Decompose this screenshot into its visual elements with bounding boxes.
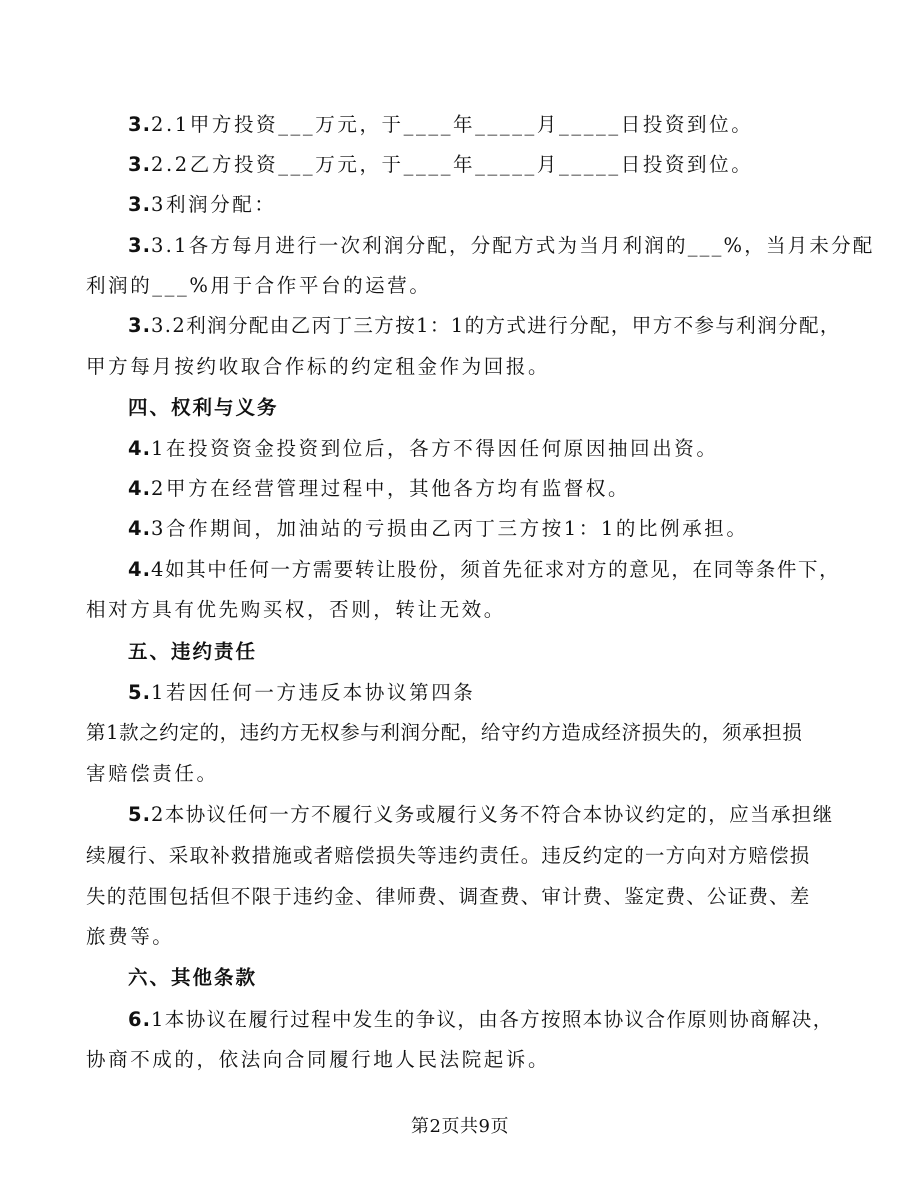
paragraph-5-2-cont3: 旅费等。 (86, 925, 175, 948)
section-heading-5: 五、违约责任 (128, 640, 258, 663)
paragraph-3-2-1: 3.2.1甲方投资___万元，于____年_____月_____日投资到位。 (128, 113, 754, 136)
paragraph-3-3-2: 3.3.2利润分配由乙丙丁三方按1：1的方式进行分配，甲方不参与利润分配， (128, 314, 841, 337)
section-heading-6: 六、其他条款 (128, 966, 258, 989)
paragraph-3-2-2: 3.2.2乙方投资___万元，于____年_____月_____日投资到位。 (128, 153, 754, 176)
paragraph-5-2: 5.2本协议任何一方不履行义务或履行义务不符合本协议约定的，应当承担继 (128, 803, 834, 826)
paragraph-5-2-cont2: 失的范围包括但不限于违约金、律师费、调查费、审计费、鉴定费、公证费、差 (86, 885, 811, 908)
paragraph-6-1-cont: 协商不成的，依法向合同履行地人民法院起诉。 (86, 1048, 551, 1071)
paragraph-4-2: 4.2甲方在经营管理过程中，其他各方均有监督权。 (128, 477, 631, 500)
paragraph-5-2-cont: 续履行、采取补救措施或者赔偿损失等违约责任。违反约定的一方向对方赔偿损 (86, 844, 811, 867)
page-number-footer: 第2页共9页 (411, 1116, 509, 1137)
paragraph-3-3-1: 3.3.1各方每月进行一次利润分配，分配方式为当月利润的___%，当月未分配 (128, 234, 875, 257)
paragraph-6-1: 6.1本协议在履行过程中发生的争议，由各方按照本协议合作原则协商解决， (128, 1008, 834, 1031)
paragraph-3-3-2-cont: 甲方每月按约收取合作标的约定租金作为回报。 (86, 355, 551, 378)
paragraph-4-4: 4.4如其中任何一方需要转让股份，须首先征求对方的意见，在同等条件下， (128, 558, 841, 581)
paragraph-3-3: 3.3利润分配： (128, 193, 277, 216)
paragraph-5-1-cont: 第1款之约定的，违约方无权参与利润分配，给守约方造成经济损失的，须承担损 (86, 721, 803, 744)
paragraph-4-3: 4.3合作期间，加油站的亏损由乙丙丁三方按1：1的比例承担。 (128, 517, 749, 540)
paragraph-5-1-cont2: 害赔偿责任。 (86, 762, 219, 785)
section-heading-4: 四、权利与义务 (128, 396, 279, 419)
paragraph-3-3-1-cont: 利润的___%用于合作平台的运营。 (86, 274, 432, 297)
paragraph-5-1: 5.1若因任何一方违反本协议第四条 (128, 681, 476, 704)
paragraph-4-1: 4.1在投资资金投资到位后，各方不得因任何原因抽回出资。 (128, 437, 719, 460)
paragraph-4-4-cont: 相对方具有优先购买权，否则，转让无效。 (86, 598, 506, 621)
